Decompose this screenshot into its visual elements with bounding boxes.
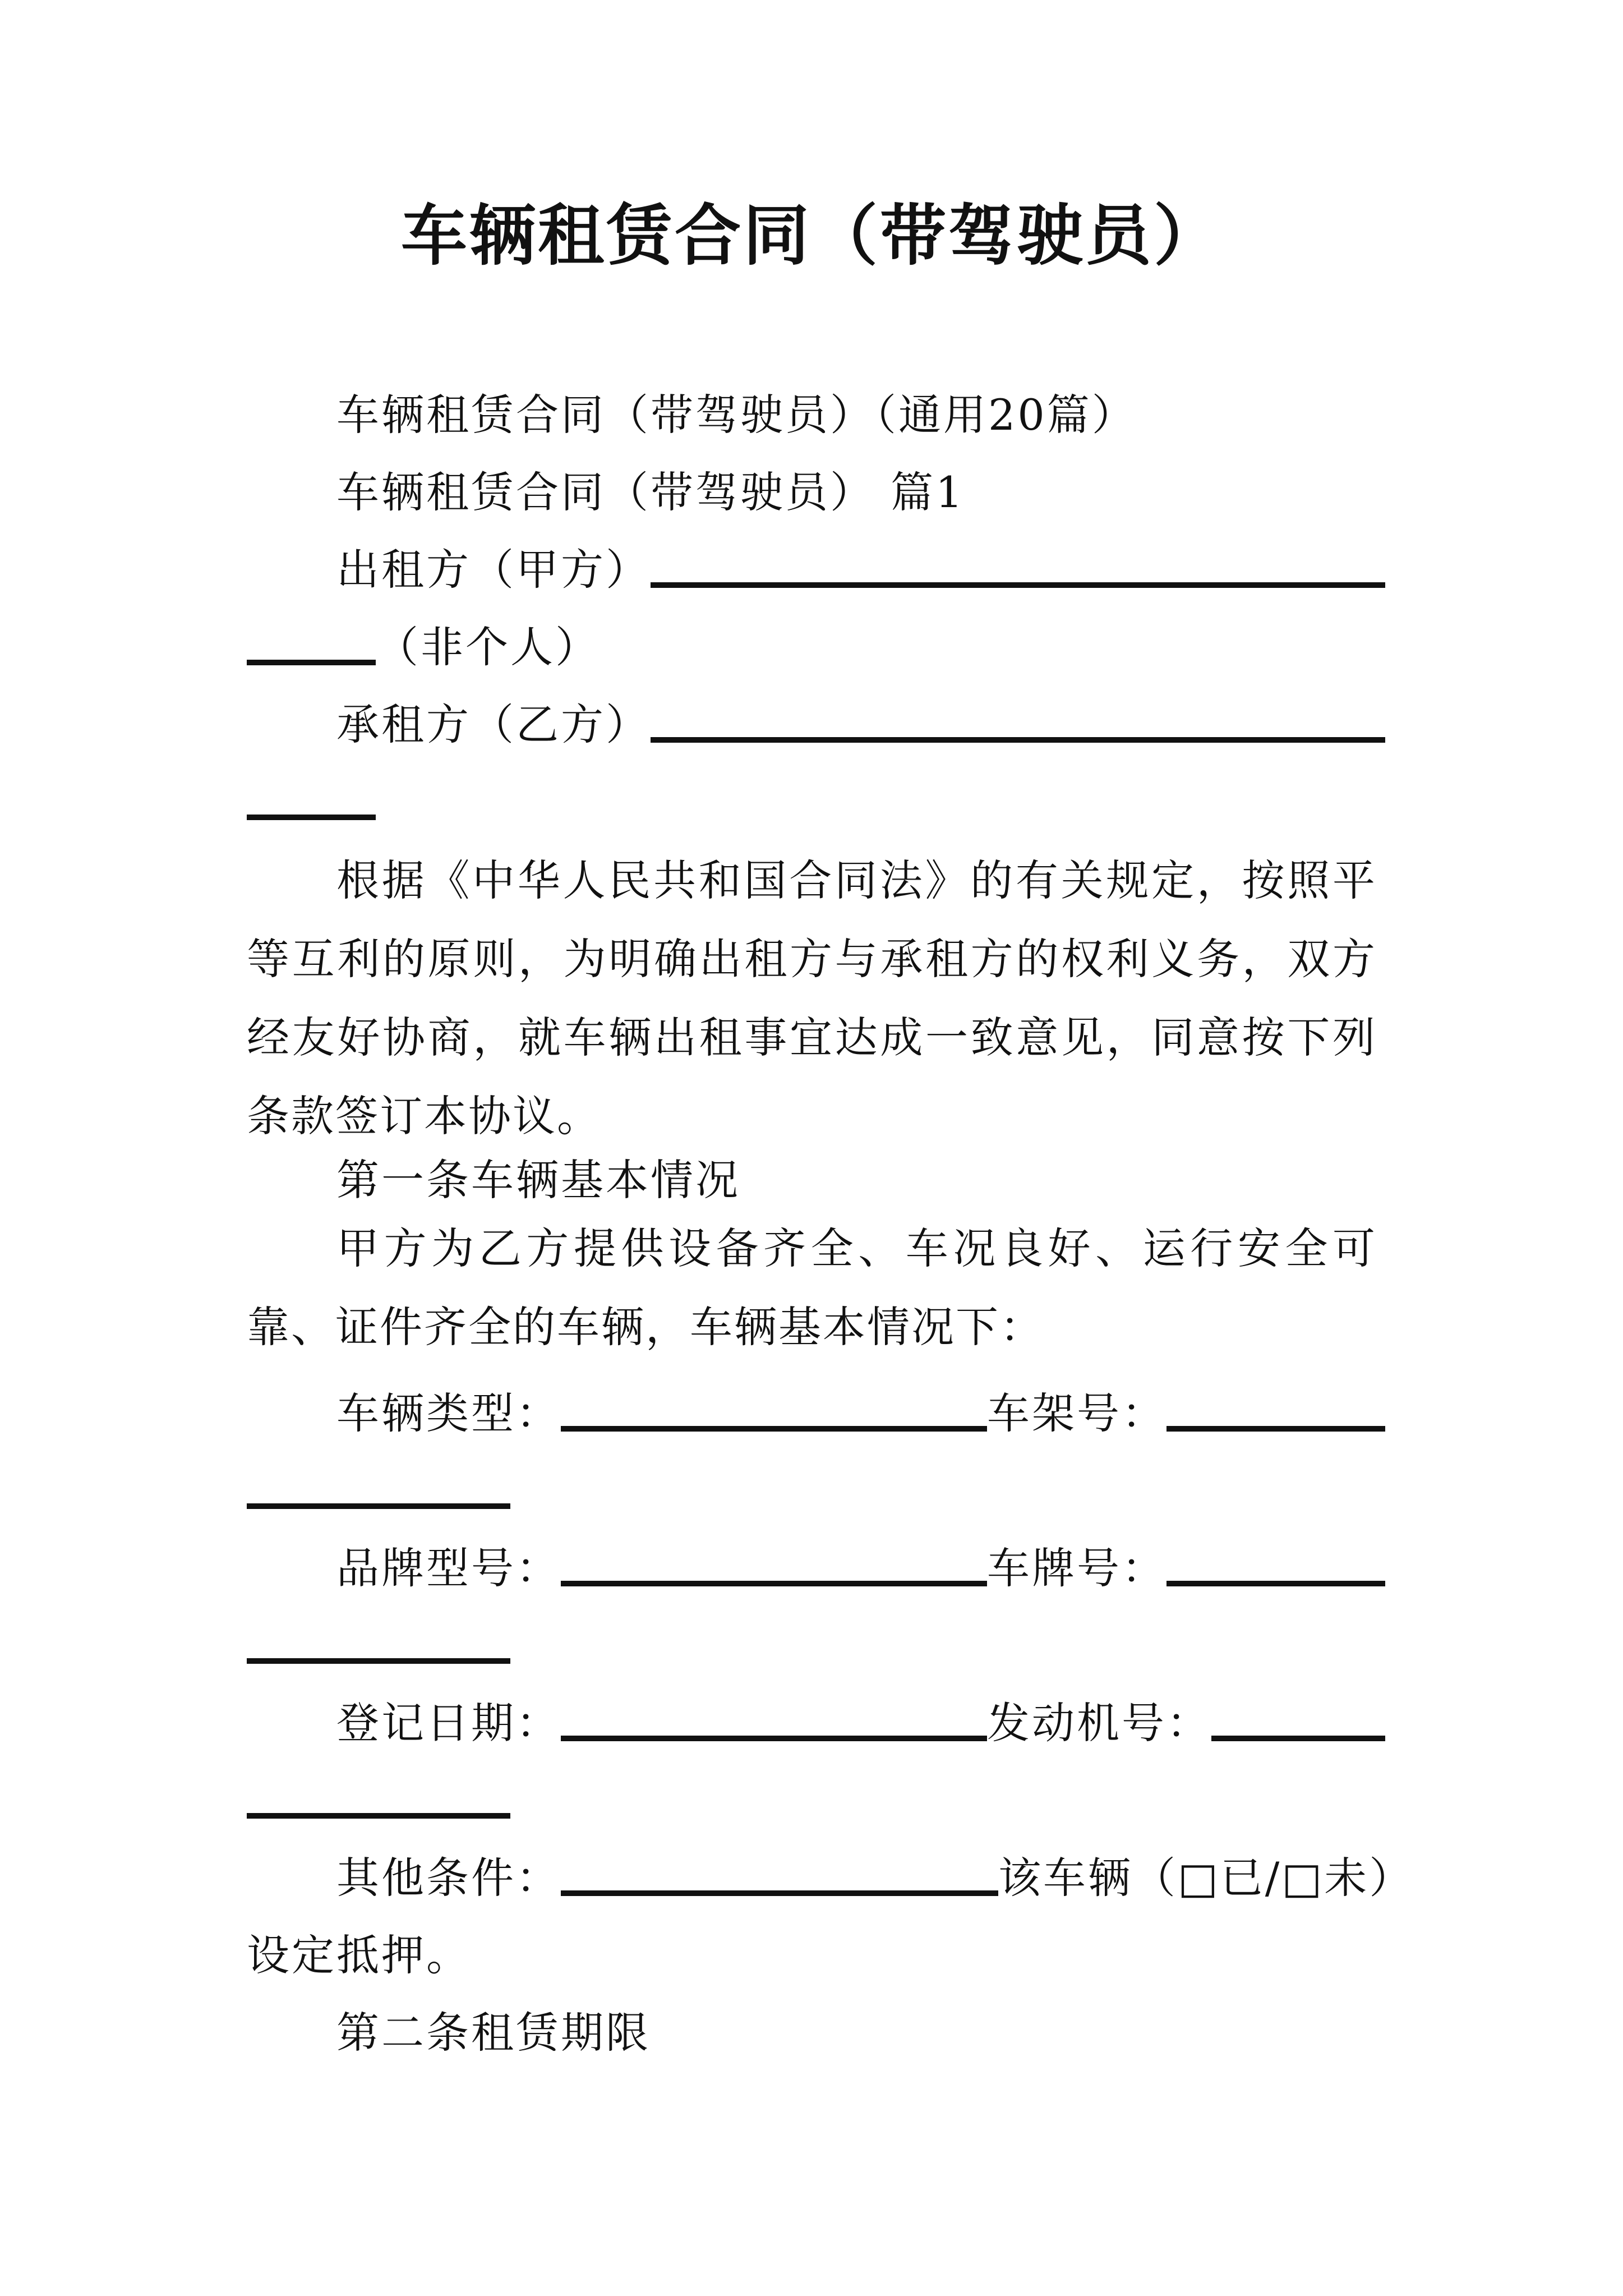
article-1-title: 第一条车辆基本情况	[336, 1155, 740, 1205]
vehicle-type-label: 车辆类型：	[336, 1388, 561, 1438]
engine-no-label: 发动机号：	[987, 1698, 1211, 1748]
brand-model-label: 品牌型号：	[336, 1543, 561, 1593]
lessor-line-2	[247, 619, 600, 675]
vehicle-type-blank[interactable]	[561, 1426, 987, 1432]
section-title: 车辆租赁合同（带驾驶员） 篇1	[336, 467, 965, 517]
frame-no-blank-cont[interactable]	[247, 1503, 510, 1509]
frame-no-blank[interactable]	[1166, 1426, 1385, 1432]
frame-no-line-2	[247, 1463, 510, 1519]
mortgage-text: 该车辆（□已/□未）	[998, 1853, 1414, 1903]
brand-model-blank[interactable]	[561, 1581, 987, 1586]
lessee-blank[interactable]	[651, 737, 1385, 743]
reg-date-line	[336, 1695, 1385, 1751]
engine-no-blank-cont[interactable]	[247, 1813, 510, 1819]
article-1-body: 甲方为乙方提供设备齐全、车况良好、运行安全可靠、证件齐全的车辆，车辆基本情况下：	[247, 1223, 1377, 1352]
document-subtitle: 车辆租赁合同（带驾驶员）（通用20篇）	[336, 390, 1137, 440]
brand-model-line	[336, 1540, 1385, 1596]
article-2-title: 第二条租赁期限	[336, 2008, 651, 2058]
plate-no-line-2	[247, 1618, 510, 1674]
lessor-blank[interactable]	[651, 582, 1385, 588]
other-conditions-line	[336, 1850, 1414, 1906]
lessor-label: 出租方（甲方）	[336, 545, 651, 595]
plate-no-label: 车牌号：	[987, 1543, 1166, 1593]
lessee-label: 承租方（乙方）	[336, 700, 651, 749]
lessor-line	[336, 542, 1385, 598]
mortgage-tail: 设定抵押。	[247, 1930, 471, 1980]
lessee-line-2	[247, 774, 376, 830]
lessor-blank-cont[interactable]	[247, 660, 376, 665]
lessee-line	[336, 697, 1385, 753]
plate-no-blank[interactable]	[1166, 1581, 1385, 1586]
engine-no-blank[interactable]	[1211, 1736, 1385, 1741]
lessee-blank-cont[interactable]	[247, 815, 376, 820]
preamble-paragraph: 根据《中华人民共和国合同法》的有关规定，按照平等互利的原则，为明确出租方与承租方的权利义务，双方经友好协商，就车辆出租事宜达成一致意见，同意按下列条款签订本协议。	[247, 855, 1377, 1141]
lessor-note: （非个人）	[376, 622, 600, 672]
reg-date-label: 登记日期：	[336, 1698, 561, 1748]
reg-date-blank[interactable]	[561, 1736, 987, 1741]
other-conditions-label: 其他条件：	[336, 1853, 561, 1903]
other-conditions-blank[interactable]	[561, 1890, 998, 1896]
plate-no-blank-cont[interactable]	[247, 1658, 510, 1664]
document-title: 车辆租赁合同（带驾驶员）	[400, 196, 1222, 274]
frame-no-label: 车架号：	[987, 1388, 1166, 1438]
engine-no-line-2	[247, 1773, 510, 1829]
vehicle-type-line	[336, 1386, 1385, 1442]
